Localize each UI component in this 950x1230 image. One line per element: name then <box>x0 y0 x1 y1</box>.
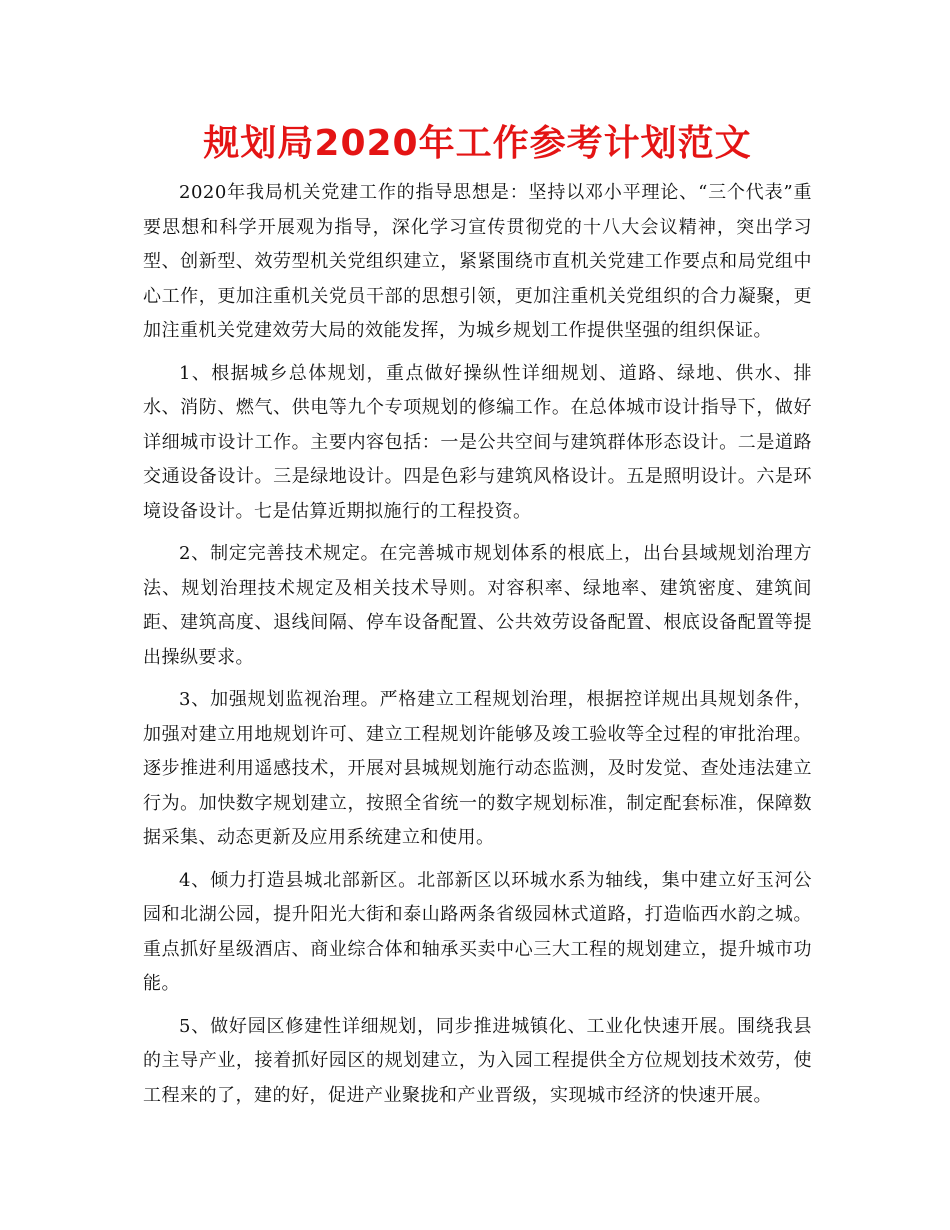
document-title: 规划局2020年工作参考计划范文 <box>203 123 752 164</box>
paragraph-item-4: 4、倾力打造县城北部新区。北部新区以环城水系为轴线，集中建立好玉河公园和北湖公园，提升阳光大街和泰山路两条省级园林式道路，打造临西水韵之城。重点抓好星级酒店、商业综合体和轴承买卖中心三大工程的规划建立，提升城市功能。 <box>143 869 812 994</box>
paragraph-intro: 2020年我局机关党建工作的指导思想是：坚持以邓小平理论、“三个代表”重要思想和科学开展观为指导，深化学习宣传贯彻党的十八大会议精神，突出学习型、创新型、效劳型机关党组织建立，紧紧围绕市直机关党建工作要点和局党组中心工作，更加注重机关党员干部的思想引领，更加注重机关党组织的合力凝聚，更加注重机关党建效劳大局的效能发挥，为城乡规划工作提供坚强的组织保证。 <box>143 182 812 341</box>
paragraph-item-1: 1、根据城乡总体规划，重点做好操纵性详细规划、道路、绿地、供水、排水、消防、燃气、供电等九个专项规划的修编工作。在总体城市设计指导下，做好详细城市设计工作。主要内容包括：一是公共空间与建筑群体形态设计。二是道路交通设备设计。三是绿地设计。四是色彩与建筑风格设计。五是照明设计。六是环境设备设计。七是估算近期拟施行的工程投资。 <box>143 362 812 522</box>
paragraph-item-2: 2、制定完善技术规定。在完善城市规划体系的根底上，出台县域规划治理方法、规划治理技术规定及相关技术导则。对容积率、绿地率、建筑密度、建筑间距、建筑高度、退线间隔、停车设备配置、公共效劳设备配置、根底设备配置等提出操纵要求。 <box>143 543 812 668</box>
paragraph-item-3: 3、加强规划监视治理。严格建立工程规划治理，根据控详规出具规划条件，加强对建立用地规划许可、建立工程规划许能够及竣工验收等全过程的审批治理。逐步推进利用遥感技术，开展对县城规划施行动态监测，及时发觉、查处违法建立行为。加快数字规划建立，按照全省统一的数字规划标准，制定配套标准，保障数据采集、动态更新及应用系统建立和使用。 <box>143 689 812 848</box>
paragraph-item-5: 5、做好园区修建性详细规划，同步推进城镇化、工业化快速开展。围绕我县的主导产业，接着抓好园区的规划建立，为入园工程提供全方位规划技术效劳，使工程来的了，建的好，促进产业聚拢和产业晋级，实现城市经济的快速开展。 <box>143 1015 812 1106</box>
